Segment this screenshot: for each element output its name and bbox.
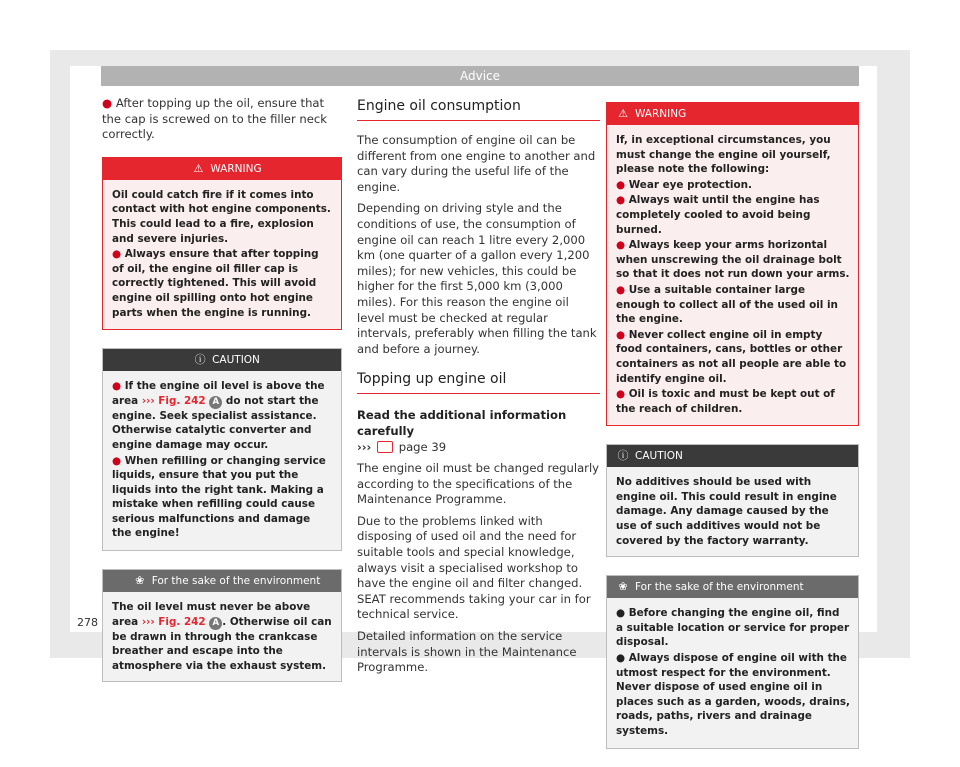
- bullet-icon: ●: [102, 96, 113, 110]
- warning-header: ⚠ WARNING: [103, 158, 341, 180]
- caution-box-oil-level: [102, 348, 342, 551]
- paragraph: The consumption of engine oil can be different from one engine to another and can vary during the useful life of the engine.: [357, 133, 596, 194]
- environment-body: The oil level must never be above area ››› Fig. 242 A . Otherwise oil can be drawn in through the crankcase breather and escape into the atmosphere via the exhaust system.: [112, 601, 332, 672]
- warning-header: ⚠ WARNING: [607, 103, 858, 125]
- environment-box-disposal: [606, 575, 859, 748]
- warning-box-oil-fire: [102, 157, 342, 330]
- paragraph: Detailed information on the service intervals is shown in the Maintenance Programme.: [357, 629, 577, 675]
- figure-link[interactable]: ››› Fig. 242: [141, 394, 206, 407]
- environment-bullet: ● Before changing the engine oil, find a suitable location or service for proper disposal.: [616, 607, 850, 649]
- warning-body: [103, 180, 341, 329]
- bullet-icon: ●: [616, 388, 629, 401]
- marker-a-icon: A: [209, 617, 222, 630]
- warning-triangle-icon: ⚠: [193, 161, 204, 175]
- bullet-icon: ●: [112, 454, 125, 467]
- column-1: [102, 96, 342, 700]
- caution-box-additives: [606, 444, 859, 557]
- caution-body: [103, 371, 341, 550]
- environment-bullet: ● Always dispose of engine oil with the utmost respect for the environment. Never dispose of used engine oil in places such as a garden, woods, drains, roads, paths, rivers and drainage systems.: [616, 652, 850, 737]
- bullet-icon: ●: [616, 283, 629, 296]
- paragraph: Depending on driving style and the conditions of use, the consumption of engine oil can reach 1 litre every 2,000 km (one quarter of a gallon every 1,200 miles); for new vehicles, this could be higher for the first 5,000 km (3,000 miles). For this reason the engine oil level must be checked at regular intervals, preferably when filling the tank and before a journey.: [357, 201, 597, 356]
- warning-bullet: ● Oil is toxic and must be kept out of the reach of children.: [616, 388, 835, 415]
- caution-body: No additives should be used with engine oil. This could result in engine damage. Any damage caused by the use of such additives would not be covered by the factory warranty.: [616, 476, 837, 547]
- warning-triangle-icon: ⚠: [618, 107, 628, 120]
- section-title-topping-up: Topping up engine oil: [357, 371, 600, 394]
- caution-header: ⓘ CAUTION: [607, 445, 858, 467]
- paragraph: The engine oil must be changed regularly according to the specifications of the Maintenance Programme.: [357, 461, 600, 507]
- caution-bullet-2: ● When refilling or changing service liquids, ensure that you put the liquids into the right tank. Making a mistake when refilling could cause serious malfunctions and damage the engine!: [112, 454, 326, 540]
- environment-box-oil-level: [102, 569, 342, 682]
- environment-body: [607, 598, 858, 747]
- warning-paragraph: Oil could catch fire if it comes into contact with hot engine components. This could lead to a fire, explosion and severe injuries.: [112, 188, 331, 245]
- page-link[interactable]: page 39: [398, 439, 447, 454]
- environment-flower-icon: ❀: [135, 574, 145, 588]
- page-header: Advice: [101, 66, 859, 86]
- column-2: [357, 96, 600, 682]
- warning-body: [607, 125, 858, 425]
- warning-paragraph: If, in exceptional circumstances, you must change the engine oil yourself, please note the following:: [616, 134, 831, 176]
- figure-link[interactable]: ››› Fig. 242: [141, 615, 206, 628]
- page-number: 278: [77, 616, 98, 629]
- section-title-oil-consumption: Engine oil consumption: [357, 98, 600, 121]
- intro-bullet: ● After topping up the oil, ensure that the cap is screwed on to the filler neck correctly.: [102, 96, 327, 142]
- warning-bullet: ● Always ensure that after topping of oil, the engine oil filler cap is correctly tightened. This will avoid engine oil spilling onto hot engine parts when the engine is running.: [112, 248, 319, 319]
- environment-header: ❀ For the sake of the environment: [103, 570, 341, 592]
- bullet-icon: ●: [616, 607, 629, 620]
- caution-header: ⓘ CAUTION: [103, 349, 341, 371]
- warning-box-oil-change: [606, 102, 859, 426]
- warning-bullet: ● Always wait until the engine has completely cooled to avoid being burned.: [616, 194, 820, 236]
- warning-bullet: ● Wear eye protection.: [616, 178, 752, 191]
- bullet-icon: ●: [616, 652, 629, 665]
- bullet-icon: ●: [616, 194, 629, 207]
- read-info-heading: Read the additional information carefully: [357, 408, 567, 438]
- warning-bullet: ● Never collect engine oil in empty food containers, cans, bottles or other containers as not all people are able to identify engine oil.: [616, 328, 847, 385]
- manual-book-icon: [377, 441, 393, 453]
- bullet-icon: ●: [616, 239, 629, 252]
- caution-bullet-1: ● If the engine oil level is above the area ››› Fig. 242 A do not start the engine. Seek specialist assistance. Otherwise catalytic converter and engine damage may occur.: [112, 380, 325, 451]
- environment-flower-icon: ❀: [618, 580, 628, 594]
- environment-header: ❀ For the sake of the environment: [607, 576, 858, 598]
- paragraph: Due to the problems linked with disposing of used oil and the need for suitable tools and special knowledge, always visit a specialised workshop to have the engine oil and filter changed. SEAT recommends taking your car in for technical service.: [357, 513, 591, 622]
- read-info-ref: ››› page 39: [357, 439, 447, 454]
- column-3: [606, 102, 859, 767]
- warning-bullet: ● Always keep your arms horizontal when unscrewing the oil drainage bolt so that it does not run down your arms.: [616, 239, 850, 281]
- warning-bullet: ● Use a suitable container large enough to collect all of the used oil in the engine.: [616, 283, 838, 326]
- info-circle-icon: ⓘ: [194, 353, 206, 367]
- marker-a-icon: A: [209, 396, 222, 409]
- bullet-icon: ●: [616, 328, 629, 341]
- bullet-icon: ●: [616, 178, 629, 191]
- bullet-icon: ●: [112, 248, 125, 261]
- info-circle-icon: ⓘ: [617, 449, 629, 463]
- bullet-icon: ●: [112, 380, 125, 393]
